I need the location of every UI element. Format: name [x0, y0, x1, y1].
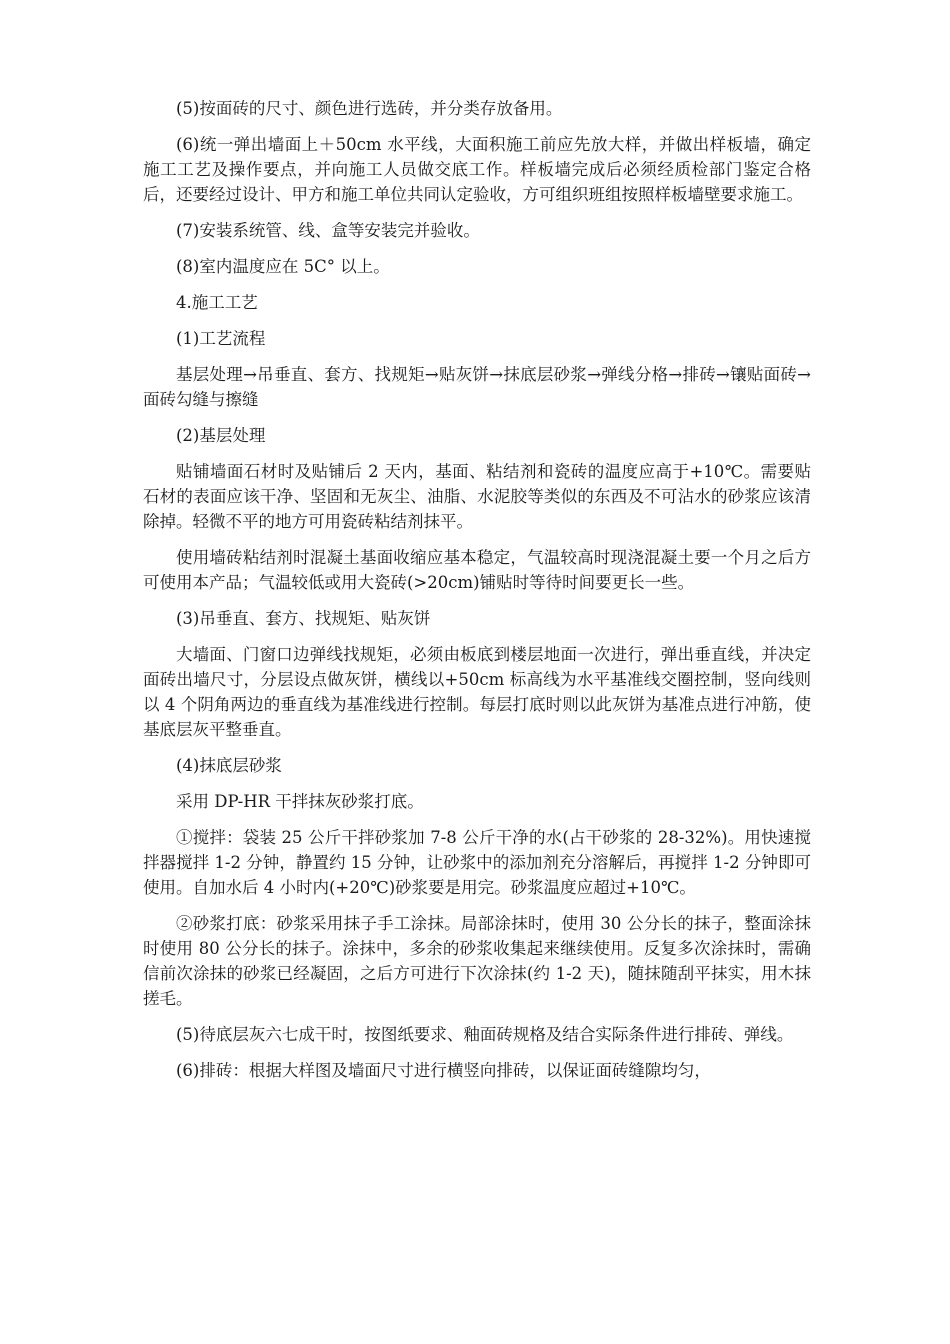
paragraph-tile-arrangement: (6)排砖：根据大样图及墙面尺寸进行横竖向排砖，以保证面砖缝隙均匀， [176, 1061, 711, 1080]
paragraph-mortar-base-coat: ②砂浆打底：砂浆采用抹子手工涂抹。局部涂抹时，使用 30 公分长的抹子，整面涂抹时使用 80 公分长的抹子。涂抹中，多余的砂浆收集起来继续使用。反复多次涂抹时，需确信前次涂抹的砂浆已经凝固，之后方可进行下次涂抹(约 1-2 天)，随抹随刮平抹实，用木抹搓毛。 [143, 914, 811, 1008]
paragraph-indoor-temperature: (8)室内温度应在 5C° 以上。 [176, 257, 390, 276]
paragraph-process-flow: 基层处理→吊垂直、套方、找规矩→贴灰饼→抹底层砂浆→弹线分格→排砖→镶贴面砖→面砖勾缝与擦缝 [143, 365, 811, 409]
paragraph-tile-layout-marking: (5)待底层灰六七成干时，按图纸要求、釉面砖规格及结合实际条件进行排砖、弹线。 [176, 1025, 794, 1044]
subheading-base-mortar: (4)抹底层砂浆 [176, 756, 282, 775]
paragraph-plumb-square: 大墙面、门窗口边弹线找规矩，必须由板底到楼层地面一次进行，弹出垂直线，并决定面砖出墙尺寸，分层设点做灰饼，横线以+50cm 标高线为水平基准线交圈控制，竖向线则以 4 个阴角两边的垂直线为基准线进行控制。每层打底时则以此灰饼为基准点进行冲筋，使基底层灰平整垂直。 [143, 645, 811, 739]
paragraph-base-treatment: 贴铺墙面石材时及贴铺后 2 天内，基面、粘结剂和瓷砖的温度应高于+10℃。需要贴石材的表面应该干净、坚固和无灰尘、油脂、水泥胶等类似的东西及不可沾水的砂浆应该清除掉。轻微不平的地方可用瓷砖粘结剂抹平。 [143, 462, 811, 531]
subheading-base-treatment: (2)基层处理 [176, 426, 266, 445]
paragraph-select-tiles: (5)按面砖的尺寸、颜色进行选砖，并分类存放备用。 [176, 99, 563, 118]
paragraph-install-pipes: (7)安装系统管、线、盒等安装完并验收。 [176, 221, 480, 240]
subheading-process-flow: (1)工艺流程 [176, 329, 266, 348]
document-page [143, 96, 811, 1083]
paragraph-level-line: (6)统一弹出墙面上＋50cm 水平线，大面积施工前应先放大样，并做出样板墙，确定施工工艺及操作要点，并向施工人员做交底工作。样板墙完成后必须经质检部门鉴定合格后，还要经过设计、甲方和施工单位共同认定验收，方可组织班组按照样板墙壁要求施工。 [143, 135, 811, 204]
section-heading-construction-process: 4.施工工艺 [176, 293, 258, 312]
paragraph-dp-hr-mortar: 采用 DP-HR 干拌抹灰砂浆打底。 [176, 792, 424, 811]
paragraph-adhesive-usage: 使用墙砖粘结剂时混凝土基面收缩应基本稳定，气温较高时现浇混凝土要一个月之后方可使用本产品；气温较低或用大瓷砖(>20cm)铺贴时等待时间要更长一些。 [143, 548, 811, 592]
subheading-plumb-square: (3)吊垂直、套方、找规矩、贴灰饼 [176, 609, 431, 628]
paragraph-mixing: ①搅拌：袋装 25 公斤干拌砂浆加 7-8 公斤干净的水(占干砂浆的 28-32%)。用快速搅拌器搅拌 1-2 分钟，静置约 15 分钟，让砂浆中的添加剂充分溶解后，再搅拌 1-2 分钟即可使用。自加水后 4 小时内(+20℃)砂浆要是用完。砂浆温度应超过+10℃。 [143, 828, 811, 897]
